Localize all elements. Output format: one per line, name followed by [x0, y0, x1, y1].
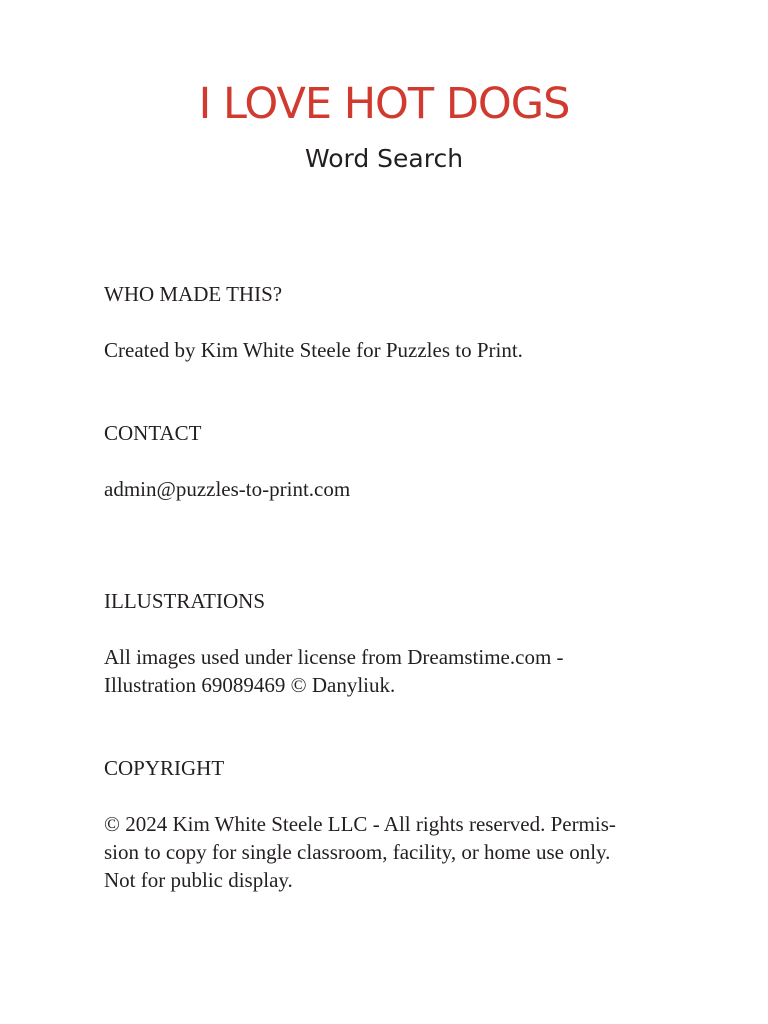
- contact-heading: CONTACT: [104, 421, 202, 445]
- illustrations-heading: ILLUSTRATIONS: [104, 589, 265, 613]
- copyright-line: Not for public display.: [104, 868, 293, 892]
- illustrations-line: All images used under license from Dreamstime.com -: [104, 645, 564, 669]
- page-subtitle: Word Search: [304, 144, 464, 173]
- page-title: I LOVE HOT DOGS: [198, 79, 570, 129]
- who-made-this-text: Created by Kim White Steele for Puzzles to Print.: [104, 338, 523, 362]
- copyright-text: [104, 810, 684, 894]
- copyright-line: © 2024 Kim White Steele LLC - All rights reserved. Permis-: [104, 812, 616, 836]
- illustrations-text: [104, 643, 684, 699]
- contact-email-link[interactable]: admin@puzzles-to-print.com: [104, 477, 351, 501]
- illustrations-line: Illustration 69089469 © Danyliuk.: [104, 673, 396, 697]
- who-made-this-heading: WHO MADE THIS?: [104, 282, 283, 306]
- copyright-heading: COPYRIGHT: [104, 756, 225, 780]
- copyright-line: sion to copy for single classroom, facility, or home use only.: [104, 840, 611, 864]
